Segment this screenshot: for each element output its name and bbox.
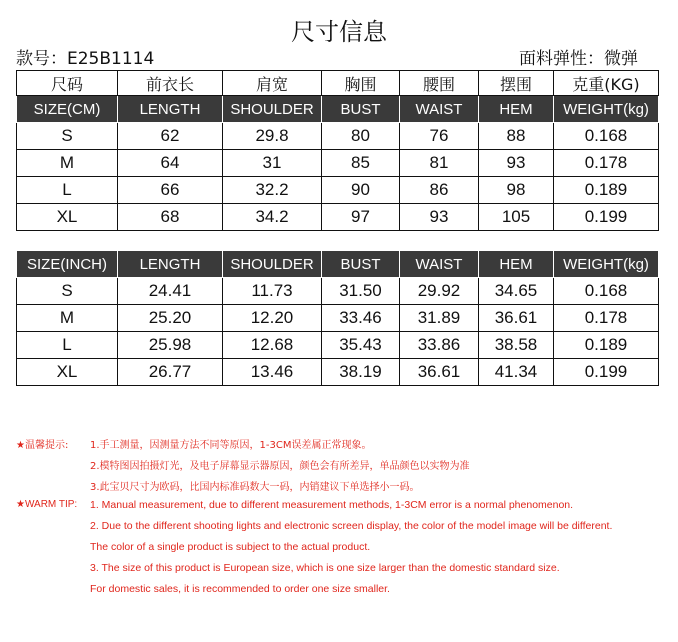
table-cell: 85	[322, 150, 400, 177]
table-cell: 33.86	[400, 332, 479, 359]
size-table-inch	[16, 250, 659, 386]
table-cell: 38.19	[322, 359, 400, 386]
table-cell: 97	[322, 204, 400, 231]
table-cell: 35.43	[322, 332, 400, 359]
header-cell: BUST	[322, 96, 400, 123]
table-cell: 81	[400, 150, 479, 177]
table-cell: 34.65	[479, 278, 554, 305]
table-cell: 25.98	[118, 332, 223, 359]
table-cell: 98	[479, 177, 554, 204]
table-row	[17, 278, 659, 305]
zh-tip-line: 1.手工测量，因测量方法不同等原因，1-3CM误差属正常现象。	[90, 440, 372, 451]
en-tip-label: ★WARM TIP:	[16, 499, 78, 510]
table-cell: 86	[400, 177, 479, 204]
table-cell: 68	[118, 204, 223, 231]
table-cell: 0.168	[554, 123, 659, 150]
table-row	[17, 305, 659, 332]
table-cell: XL	[17, 204, 118, 231]
table-cell: M	[17, 150, 118, 177]
table-cell: 26.77	[118, 359, 223, 386]
table-cell: 25.20	[118, 305, 223, 332]
table-cell: 29.8	[223, 123, 322, 150]
fabric-elasticity: 面料弹性：微弹	[519, 49, 638, 69]
header-cell: LENGTH	[118, 96, 223, 123]
table-cell: 93	[479, 150, 554, 177]
zh-header-size: 尺码	[17, 71, 118, 96]
en-tip-line: 1. Manual measurement, due to different measurement methods, 1-3CM error is a normal phenomenon.	[90, 499, 574, 511]
header-cell: BUST	[322, 251, 400, 278]
table-cell: XL	[17, 359, 118, 386]
table-cell: S	[17, 123, 118, 150]
zh-header-hem: 摆围	[479, 71, 554, 96]
header-cell: SIZE(CM)	[17, 96, 118, 123]
table-cell: L	[17, 177, 118, 204]
table-cell: 62	[118, 123, 223, 150]
table-row	[17, 123, 659, 150]
table-cell: 11.73	[223, 278, 322, 305]
zh-tip-label: ★温馨提示:	[16, 440, 69, 451]
table-cell: 93	[400, 204, 479, 231]
table-cell: 13.46	[223, 359, 322, 386]
table-cell: S	[17, 278, 118, 305]
table-cell: 76	[400, 123, 479, 150]
en-tip-line: The color of a single product is subject to the actual product.	[90, 541, 371, 553]
table-cell: 36.61	[400, 359, 479, 386]
table-cell: 0.189	[554, 177, 659, 204]
zh-header-weight: 克重(KG)	[554, 71, 659, 96]
table-cell: 0.178	[554, 150, 659, 177]
table-cell: 64	[118, 150, 223, 177]
style-number: 款号：E25B1114	[16, 49, 155, 69]
table-cell: L	[17, 332, 118, 359]
table-header-row	[17, 251, 659, 278]
table-cell: 0.199	[554, 204, 659, 231]
table-cell: 88	[479, 123, 554, 150]
table-cell: 32.2	[223, 177, 322, 204]
table-cell: 80	[322, 123, 400, 150]
table-cell: M	[17, 305, 118, 332]
table-header-row	[17, 96, 659, 123]
table-row	[17, 204, 659, 231]
table-cell: 105	[479, 204, 554, 231]
header-cell: WEIGHT(kg)	[554, 251, 659, 278]
table-cell: 31.89	[400, 305, 479, 332]
header-cell: SHOULDER	[223, 251, 322, 278]
table-cell: 90	[322, 177, 400, 204]
header-cell: WAIST	[400, 251, 479, 278]
header-cell: LENGTH	[118, 251, 223, 278]
table-row	[17, 359, 659, 386]
size-table-cm	[16, 70, 659, 231]
table-cell: 31.50	[322, 278, 400, 305]
zh-tip-line: 3.此宝贝尺寸为欧码，比国内标准码数大一码，内销建议下单选择小一码。	[90, 482, 420, 493]
table-cell: 66	[118, 177, 223, 204]
header-cell: SIZE(INCH)	[17, 251, 118, 278]
table-cell: 0.199	[554, 359, 659, 386]
header-cell: WAIST	[400, 96, 479, 123]
table-row	[17, 332, 659, 359]
header-cell: HEM	[479, 96, 554, 123]
table-cell: 34.2	[223, 204, 322, 231]
en-tip-line: 2. Due to the different shooting lights and electronic screen display, the color of the model image will be different.	[90, 520, 613, 532]
table-cell: 36.61	[479, 305, 554, 332]
header-cell: SHOULDER	[223, 96, 322, 123]
en-tip-line: 3. The size of this product is European size, which is one size larger than the domestic standard size.	[90, 562, 560, 574]
table-cell: 0.168	[554, 278, 659, 305]
zh-header-waist: 腰围	[400, 71, 479, 96]
table-cell: 38.58	[479, 332, 554, 359]
table-cell: 0.178	[554, 305, 659, 332]
table-cell: 24.41	[118, 278, 223, 305]
chinese-header-row	[17, 71, 659, 96]
table-row	[17, 177, 659, 204]
table-cell: 0.189	[554, 332, 659, 359]
zh-tip-line: 2.模特图因拍摄灯光，及电子屏幕显示器原因，颜色会有所差异，单品颜色以实物为准	[90, 461, 470, 472]
table-row	[17, 150, 659, 177]
header-cell: HEM	[479, 251, 554, 278]
table-cell: 33.46	[322, 305, 400, 332]
zh-header-shoulder: 肩宽	[223, 71, 322, 96]
page-title: 尺寸信息	[291, 18, 387, 46]
table-cell: 31	[223, 150, 322, 177]
table-cell: 41.34	[479, 359, 554, 386]
zh-header-bust: 胸围	[322, 71, 400, 96]
table-cell: 12.20	[223, 305, 322, 332]
en-tip-line: For domestic sales, it is recommended to order one size smaller.	[90, 583, 390, 595]
table-cell: 12.68	[223, 332, 322, 359]
zh-header-length: 前衣长	[118, 71, 223, 96]
header-cell: WEIGHT(kg)	[554, 96, 659, 123]
table-cell: 29.92	[400, 278, 479, 305]
